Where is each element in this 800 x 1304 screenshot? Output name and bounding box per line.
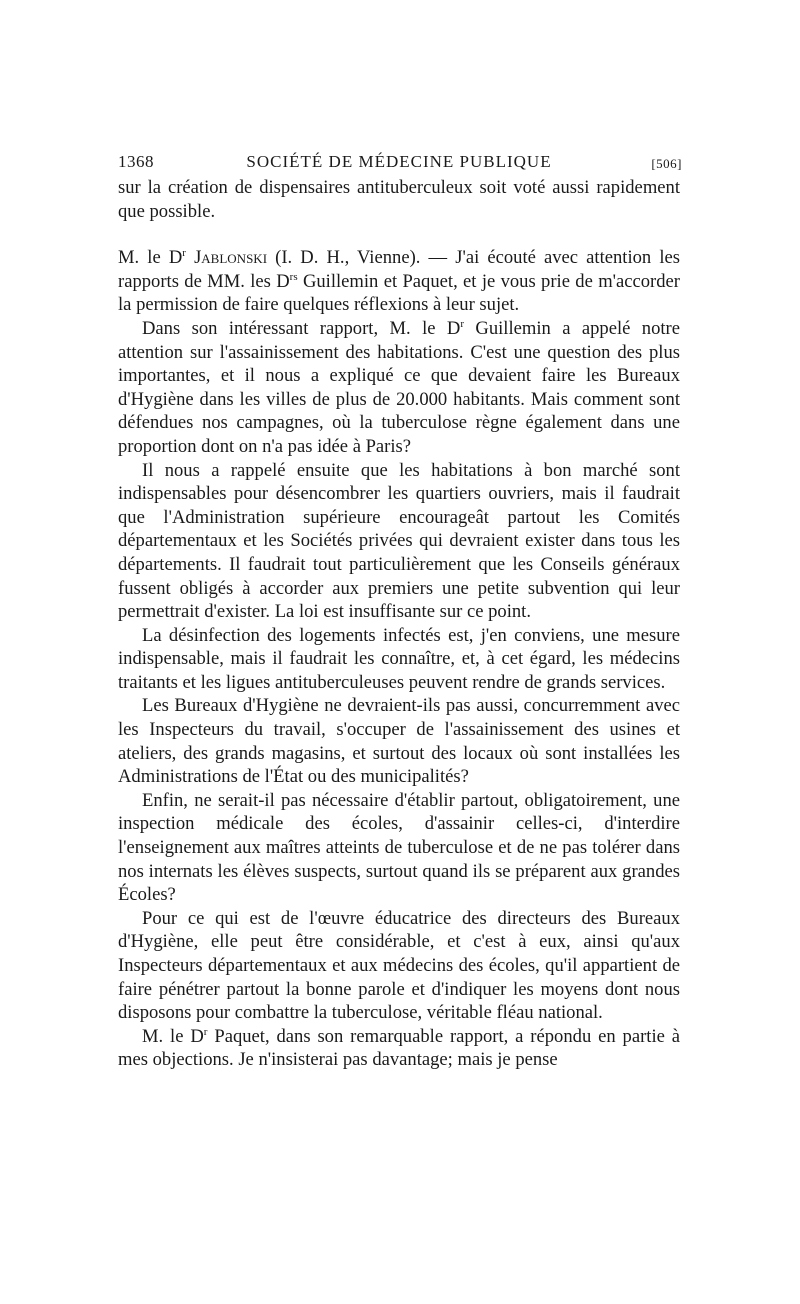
- paragraph-housing: [118, 317, 680, 459]
- speaker-intro-paragraph: [118, 246, 680, 317]
- paragraph-paquet-start: M. le D: [142, 1025, 204, 1047]
- paragraph-cheap-housing: Il nous a rappelé ensuite que les habitations à bon marché sont indispensables pour désencombrer les quartiers ouvriers, mais il faudrait que l'Administration supérieure encourageât partout les Comités départementaux et les Sociétés privées qui devraient exister dans tous les départements. Il faudrait tout particulièrement que les Conseils généraux fussent obligés à accorder aux premiers une petite subvention qui leur permettrait d'exister. La loi est insuffisante sur ce point.: [118, 459, 680, 623]
- body-text: [118, 176, 680, 1072]
- paragraph-schools: Enfin, ne serait-il pas nécessaire d'établir partout, obligatoirement, une inspection médicale des écoles, d'assainir celles-ci, d'interdire l'enseignement aux maîtres atteints de tuberculose et de ne pas tolérer dans nos internats les élèves suspects, surtout quand ils se préparent aux grandes Écoles?: [118, 789, 680, 906]
- original-page-number: [506]: [651, 156, 682, 171]
- speaker-text-end: Guillemin et Paquet, et je vous prie de m'accorder la permission de faire quelques réflexions à leur sujet.: [118, 270, 680, 316]
- speaker-name: Jablonski: [194, 247, 268, 269]
- speaker-title: M. le D: [118, 247, 183, 269]
- paragraph-paquet: [118, 1025, 680, 1072]
- book-page: [118, 146, 680, 1072]
- speaker-text-start: J'ai écouté avec attention les rapports de MM. les D: [118, 247, 680, 292]
- paragraph-housing-start: Dans son intéressant rapport, M. le D: [142, 317, 461, 339]
- page-number: 1368: [118, 152, 154, 171]
- journal-title: SOCIÉTÉ DE MÉDECINE PUBLIQUE: [246, 152, 552, 171]
- speaker-text-sup: rs: [289, 270, 298, 283]
- running-head: [118, 146, 680, 176]
- continuation-paragraph: sur la création de dispensaires antituberculeux soit voté aussi rapidement que possible.: [118, 177, 680, 222]
- paragraph-paquet-sup: r: [203, 1025, 208, 1038]
- paragraph-housing-end: Guillemin a appelé notre attention sur l'assainissement des habitations. C'est une question des plus importantes, et il nous a expliqué ce que devaient faire les Bureaux d'Hygiène dans les villes de plus de 20.000 habitants. Mais comment sont défendues nos campagnes, où la tuberculose règne également dans une proportion dont on n'a pas idée à Paris?: [118, 317, 680, 457]
- paragraph-education: Pour ce qui est de l'œuvre éducatrice des directeurs des Bureaux d'Hygiène, elle peut être considérable, et c'est à eux, ainsi qu'aux Inspecteurs départementaux et aux médecins des écoles, qu'il appartient de faire pénétrer partout la bonne parole et d'indiquer les moyens dont nous disposons pour combattre la tuberculose, véritable fléau national.: [118, 907, 680, 1024]
- paragraph-workplaces: Les Bureaux d'Hygiène ne devraient-ils pas aussi, concurremment avec les Inspecteurs du travail, s'occuper de l'assainissement des usines et ateliers, des grands magasins, et surtout des locaux où sont installées les Administrations de l'État ou des municipalités?: [118, 695, 680, 788]
- paragraph-housing-sup: r: [460, 317, 464, 330]
- paragraph-disinfection: La désinfection des logements infectés est, j'en conviens, une mesure indispensable, mais il faudrait les connaître, et, à cet égard, les médecins traitants et les ligues antituberculeuses peuvent rendre de grands services.: [118, 624, 680, 693]
- speaker-title-sup: r: [182, 247, 186, 259]
- speaker-affiliation: (I. D. H., Vienne). —: [267, 247, 456, 269]
- paragraph-paquet-end: Paquet, dans son remarquable rapport, a répondu en partie à mes objections. Je n'insisterai pas davantage; mais je pense: [118, 1025, 681, 1071]
